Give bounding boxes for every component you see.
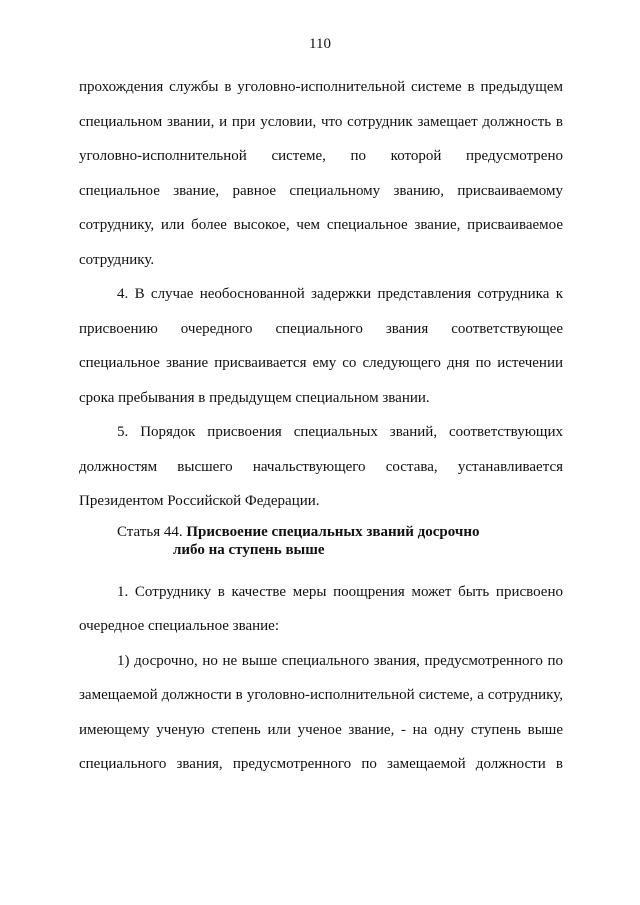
text-line: 5. Порядок присвоения специальных званий, соответствующих <box>117 424 563 440</box>
document-body <box>79 70 563 782</box>
text-line: сотруднику. <box>79 251 155 268</box>
text-line: присвоению очередного специального звания соответствующее <box>79 320 563 337</box>
article-subitem-1 <box>79 644 563 782</box>
text-line: специальном звании, и при условии, что сотрудник замещает должность в <box>79 113 563 130</box>
article-title-continued: либо на ступень выше <box>173 541 325 558</box>
page-number: 110 <box>309 36 331 52</box>
text-line: сотруднику, или более высокое, чем специальное звание, присваиваемое <box>79 217 563 233</box>
paragraph-continuation <box>79 70 563 277</box>
text-line: очередное специальное звание: <box>79 618 280 634</box>
paragraph-item-4 <box>79 277 563 415</box>
text-line: 4. В случае необоснованной задержки представления сотрудника к <box>117 286 563 302</box>
text-line: должностям высшего начальствующего состава, устанавливается <box>79 458 563 475</box>
article-title: Присвоение специальных званий досрочно <box>186 523 480 540</box>
text-line: срока пребывания в предыдущем специальном звании. <box>79 389 430 406</box>
text-line: Президентом Российской Федерации. <box>79 493 320 509</box>
text-line: 1. Сотруднику в качестве меры поощрения может быть присвоено <box>117 583 563 600</box>
text-line: специальное звание присваивается ему со следующего дня по истечении <box>79 355 563 371</box>
text-line: 1) досрочно, но не выше специального звания, предусмотренного по <box>117 652 563 669</box>
article-label: Статья 44. <box>117 523 183 540</box>
text-line: специальное звание, равное специальному званию, присваиваемому <box>79 182 563 199</box>
text-line: специального звания, предусмотренного по замещаемой должности в <box>79 756 563 772</box>
article-paragraph-1 <box>79 575 563 644</box>
text-line: замещаемой должности в уголовно-исполнительной системе, а сотруднику, <box>79 687 563 703</box>
text-line: уголовно-исполнительной системе, по которой предусмотрено <box>79 148 563 164</box>
paragraph-item-5 <box>79 415 563 519</box>
text-line: прохождения службы в уголовно-исполнительной системе в предыдущем <box>79 79 563 95</box>
article-heading <box>79 523 563 559</box>
text-line: имеющему ученую степень или ученое звание, - на одну ступень выше <box>79 721 563 738</box>
